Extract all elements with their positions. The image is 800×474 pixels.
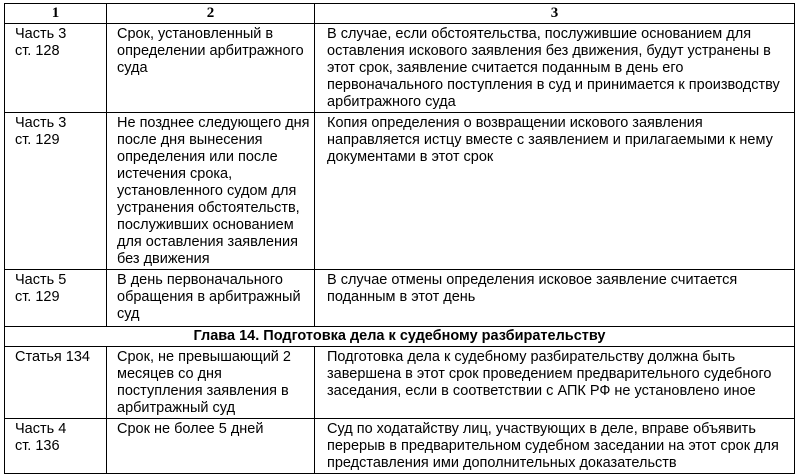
article-cell: Часть 4 ст. 136 <box>5 419 107 474</box>
article-cell: Часть 5 ст. 129 <box>5 270 107 327</box>
table-row <box>5 419 795 474</box>
term-cell: Срок, не превышающий 2 месяцев со дня поступления заявления в арбитражный суд <box>107 347 315 419</box>
table-row <box>5 347 795 419</box>
deadlines-table <box>4 3 795 474</box>
table-row <box>5 113 795 270</box>
term-cell: Не позднее следующего дня после дня вынесения определения или после истечения срока, установленного судом для устранения обстоятельств, послуживших основанием для оставления заявления без движения <box>107 113 315 270</box>
description-cell: Подготовка дела к судебному разбирательству должна быть завершена в этот срок проведением предварительного судебного заседания, если в соответствии с АПК РФ не установлено иное <box>315 347 795 419</box>
chapter-row <box>5 327 795 347</box>
term-cell: В день первоначального обращения в арбитражный суд <box>107 270 315 327</box>
article-cell: Статья 134 <box>5 347 107 419</box>
term-cell: Срок не более 5 дней <box>107 419 315 474</box>
description-cell: Суд по ходатайству лиц, участвующих в деле, вправе объявить перерыв в предварительном судебном заседании на этот срок для представления ими дополнительных доказательств <box>315 419 795 474</box>
description-cell: Копия определения о возвращении искового заявления направляется истцу вместе с заявлением и прилагаемыми к нему документами в этот срок <box>315 113 795 270</box>
header-row <box>5 4 795 24</box>
table-row <box>5 24 795 113</box>
column-header-2: 2 <box>107 4 315 24</box>
table-row <box>5 270 795 327</box>
article-cell: Часть 3 ст. 128 <box>5 24 107 113</box>
chapter-heading: Глава 14. Подготовка дела к судебному разбирательству <box>5 327 795 347</box>
article-cell: Часть 3 ст. 129 <box>5 113 107 270</box>
description-cell: В случае отмены определения исковое заявление считается поданным в этот день <box>315 270 795 327</box>
term-cell: Срок, установленный в определении арбитражного суда <box>107 24 315 113</box>
column-header-3: 3 <box>315 4 795 24</box>
description-cell: В случае, если обстоятельства, послужившие основанием для оставления искового заявления без движения, будут устранены в этот срок, заявление считается поданным в день его первоначального поступления в суд и принимается к производству арбитражного суда <box>315 24 795 113</box>
column-header-1: 1 <box>5 4 107 24</box>
